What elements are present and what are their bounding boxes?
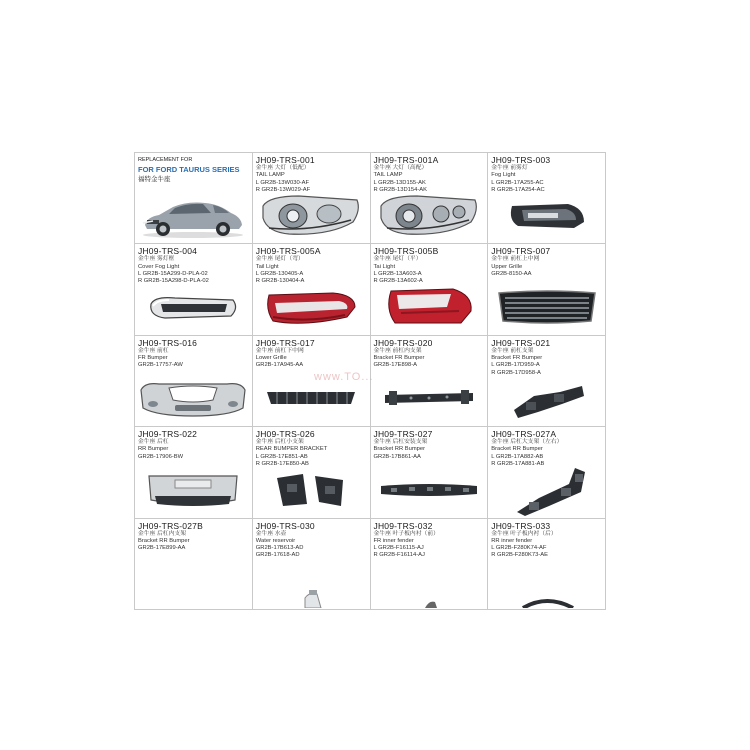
- part-number: R GR2B-17E850-AB: [255, 461, 309, 468]
- part-number: GR2B-17E899-AA: [138, 545, 186, 552]
- part-number: L GR2B-17A882-AB: [491, 453, 544, 460]
- watermark: www.TO...: [314, 371, 374, 383]
- part-code: JH09-TRS-001: [255, 155, 315, 165]
- part-number: L GR2B-F16115-AJ: [373, 545, 424, 552]
- bracket-icon: [488, 381, 605, 423]
- parts-grid: [134, 152, 606, 610]
- part-number: R GR2B-17A881-AB: [491, 461, 545, 468]
- header-cell: [135, 153, 253, 244]
- part-desc: Bracket FR Bumper: [491, 355, 543, 362]
- part-code: JH09-TRS-001A: [373, 155, 439, 165]
- part-number: GR2B-17E898-A: [373, 362, 417, 369]
- part-number: L GR2B-130405-A: [255, 270, 304, 277]
- part-code: JH09-TRS-005A: [255, 246, 321, 257]
- part-code: JH09-TRS-004: [138, 246, 198, 257]
- part-code: JH09-TRS-016: [138, 337, 198, 348]
- part-number: R GR2B-17D958-A: [491, 369, 541, 376]
- part-number: L GR2B-F280K74-AF: [491, 545, 547, 552]
- part-desc: 金牛座 后杠: [138, 439, 169, 446]
- part-cell: [488, 336, 606, 427]
- part-code: JH09-TRS-027A: [491, 429, 557, 440]
- rear-bumper-icon: [135, 465, 252, 515]
- part-number: R GR2B-130404-A: [255, 278, 305, 285]
- part-desc: 金牛座 前杠内支架: [373, 347, 422, 354]
- part-desc: FR inner fender: [373, 537, 414, 544]
- replacement-label: REPLACEMENT FOR: [138, 157, 193, 163]
- part-cell: [371, 153, 489, 244]
- part-desc: 金牛座 后杠内支架: [138, 530, 186, 537]
- large-bracket-icon: [488, 462, 605, 518]
- fog-cover-icon: [135, 282, 252, 332]
- part-desc: Bracket FR Bumper: [373, 355, 425, 362]
- rear-bracket-icon: [253, 465, 370, 515]
- part-cell: [135, 519, 253, 610]
- part-desc: 金牛座 大灯（高配）: [373, 165, 428, 171]
- part-desc: Tai Light: [373, 263, 396, 270]
- part-cell: [253, 519, 371, 610]
- part-desc: 金牛座 雾灯框: [138, 256, 175, 263]
- part-cell: [135, 427, 253, 518]
- part-desc: 金牛座 尾灯（平）: [373, 256, 422, 263]
- part-number: L GR2B-17D959-A: [491, 362, 540, 369]
- part-number: GR2B-17B861-AA: [373, 453, 421, 460]
- part-number: GR2B-17906-BW: [138, 453, 184, 460]
- part-cell: [371, 336, 489, 427]
- part-code: JH09-TRS-027: [373, 429, 433, 440]
- part-desc: FR Bumper: [138, 355, 168, 362]
- part-desc: 金牛座 后杠安装支架: [373, 439, 428, 446]
- part-number: L GR2B-13W030-AF: [255, 179, 310, 186]
- bracket-icon: [371, 373, 488, 423]
- grille-icon: [488, 282, 605, 332]
- part-code: JH09-TRS-033: [491, 520, 551, 531]
- bumper-beam-icon: [371, 465, 488, 515]
- part-desc: RR inner fender: [491, 537, 533, 544]
- part-desc: 金牛座 前雾灯: [491, 165, 528, 171]
- part-number: GR2B-17618-AD: [255, 552, 300, 559]
- part-cell: [135, 336, 253, 427]
- part-number: GR2B-8150-AA: [491, 270, 532, 277]
- part-code: JH09-TRS-030: [255, 520, 315, 531]
- part-desc: Bracket RR Bumper: [491, 446, 543, 453]
- part-code: JH09-TRS-017: [255, 337, 315, 348]
- part-desc: Upper Grille: [491, 263, 523, 270]
- part-number: R GR2B-13D154-AK: [373, 186, 427, 193]
- headlamp-icon: [371, 190, 488, 240]
- part-desc: 金牛座 叶子板内衬（后）: [491, 530, 557, 537]
- part-desc: 金牛座 水壶: [255, 530, 287, 537]
- part-desc: Bracket RR Bumper: [138, 537, 190, 544]
- part-code: JH09-TRS-003: [491, 155, 551, 165]
- part-number: GR2B-17757-AW: [138, 362, 183, 369]
- part-desc: 金牛座 前杠下中网: [255, 347, 304, 354]
- part-cell: [253, 153, 371, 244]
- part-desc: 金牛座 前杠支架: [491, 347, 534, 354]
- front-bumper-icon: [135, 373, 252, 423]
- headlamp-icon: [253, 190, 370, 240]
- part-desc: Lower Grille: [255, 355, 287, 362]
- part-desc: Bracket RR Bumper: [373, 446, 426, 453]
- part-number: R GR2B-13W029-AF: [255, 186, 311, 193]
- tail-light-icon: [253, 282, 370, 332]
- part-number: L GR2B-13A603-A: [373, 270, 422, 277]
- part-number: R GR2B-17A254-AC: [491, 186, 545, 193]
- part-number: L GR2B-15A299-D-PLA-02: [138, 270, 208, 277]
- part-code: JH09-TRS-007: [491, 246, 551, 257]
- fender-liner-icon: [488, 587, 605, 609]
- part-number: L GR2B-17E851-AB: [255, 453, 308, 460]
- part-cell: [488, 153, 606, 244]
- part-desc: Tail Light: [255, 263, 279, 270]
- part-desc: Cover Fog Light: [138, 263, 180, 270]
- lower-grille-icon: [253, 373, 370, 423]
- fog-light-icon: [488, 190, 605, 240]
- part-number: R GR2B-F280K73-AE: [491, 552, 548, 559]
- part-desc: 金牛座 后杠大支架（左右）: [491, 439, 563, 446]
- part-number: R GR2B-F16114-AJ: [373, 552, 425, 559]
- part-code: JH09-TRS-032: [373, 520, 433, 531]
- part-number: L GR2B-17A255-AC: [491, 179, 544, 186]
- part-desc: Fog Light: [491, 172, 516, 179]
- part-code: JH09-TRS-005B: [373, 246, 439, 257]
- part-desc: Water reservoir: [255, 537, 296, 544]
- part-cell: [488, 427, 606, 518]
- fender-liner-icon: [371, 587, 488, 609]
- part-cell: [371, 244, 489, 335]
- part-desc: 金牛座 大灯（低配）: [255, 165, 310, 171]
- part-number: R GR2B-13A602-A: [373, 278, 423, 285]
- series-chinese: 福特金牛座: [138, 176, 171, 183]
- part-cell: [253, 427, 371, 518]
- reservoir-icon: [253, 587, 370, 609]
- tail-light-icon: [371, 282, 488, 332]
- part-desc: 金牛座 叶子板内衬（前）: [373, 530, 439, 537]
- car-image: [135, 194, 252, 240]
- car-icon: [139, 195, 247, 239]
- part-desc: 金牛座 前杠上中网: [491, 256, 540, 263]
- part-cell: [488, 519, 606, 610]
- part-desc: REAR BUMPER BRACKET: [255, 446, 328, 453]
- part-cell: [135, 244, 253, 335]
- part-code: JH09-TRS-027B: [138, 520, 203, 531]
- part-cell: [371, 519, 489, 610]
- series-title: FOR FORD TAURUS SERIES: [138, 165, 240, 174]
- part-code: JH09-TRS-020: [373, 337, 433, 348]
- part-desc: TAIL LAMP: [373, 172, 403, 179]
- part-cell: [488, 244, 606, 335]
- part-code: JH09-TRS-021: [491, 337, 551, 348]
- part-number: L GR2B-13D155-AK: [373, 179, 426, 186]
- part-desc: 金牛座 前杠: [138, 347, 169, 354]
- part-desc: RR Bumper: [138, 446, 169, 453]
- part-cell: [253, 244, 371, 335]
- part-cell: [371, 427, 489, 518]
- part-number: GR2B-17B613-AD: [255, 545, 304, 552]
- part-desc: 金牛座 尾灯（弯）: [255, 256, 304, 263]
- part-desc: TAIL LAMP: [255, 172, 285, 179]
- part-number: GR2B-17A945-AA: [255, 362, 304, 369]
- part-desc: 金牛座 后杠小支架: [255, 439, 304, 446]
- part-code: JH09-TRS-026: [255, 429, 315, 440]
- part-number: R GR2B-15A298-D-PLA-02: [138, 278, 209, 285]
- part-cell: [253, 336, 371, 427]
- part-code: JH09-TRS-022: [138, 429, 198, 440]
